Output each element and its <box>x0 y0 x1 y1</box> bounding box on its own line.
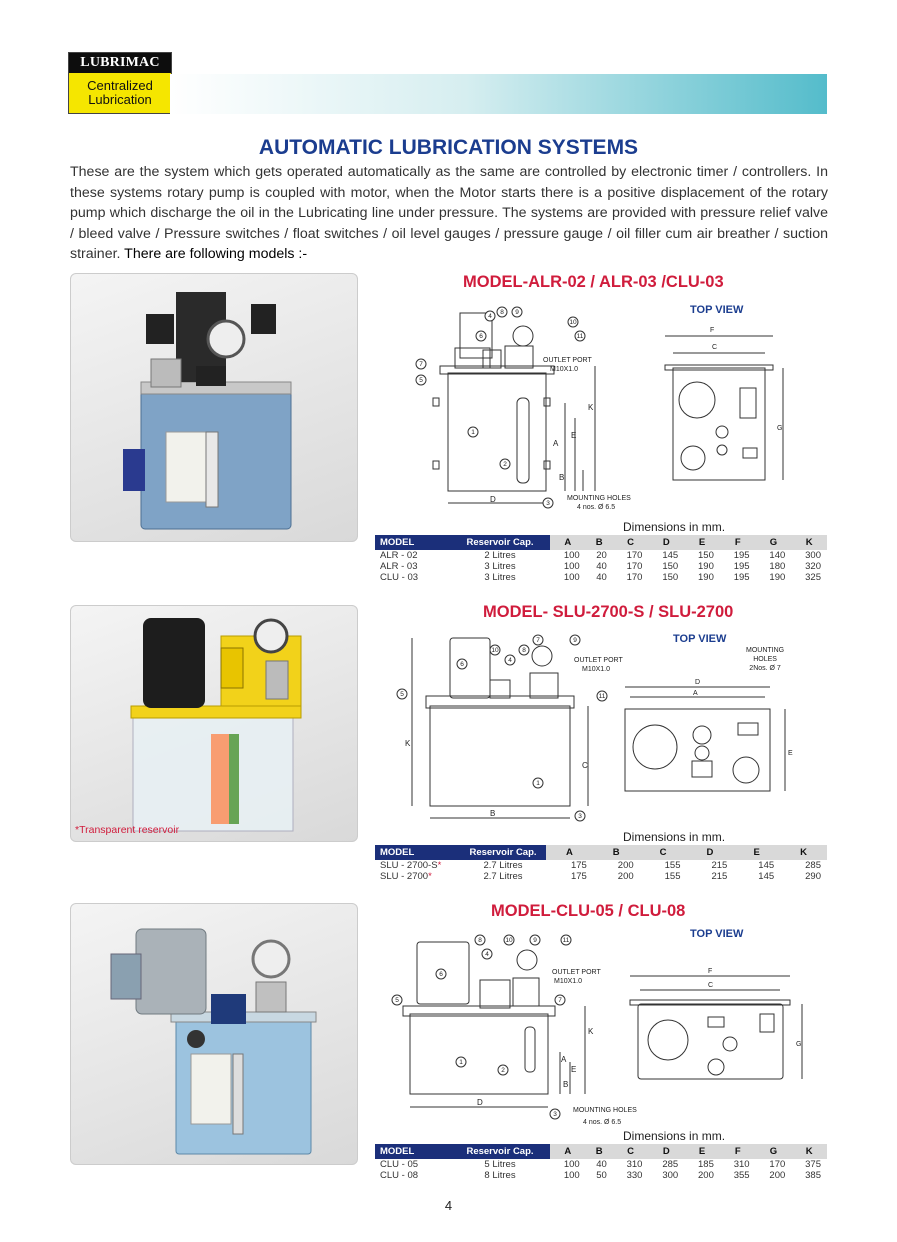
table-header-row <box>375 845 827 860</box>
table-header-row <box>375 535 827 550</box>
cell: 385 <box>805 1170 821 1181</box>
header-b: B <box>586 535 613 550</box>
svg-text:C: C <box>582 761 588 770</box>
cell: 40 <box>596 572 607 583</box>
section2-front-diagram <box>390 628 630 828</box>
cell: 215 <box>711 860 728 871</box>
cell: 355 <box>733 1170 750 1181</box>
cell: 325 <box>805 572 821 583</box>
svg-text:B: B <box>559 473 565 482</box>
holes-label-3: MOUNTING HOLES <box>573 1107 637 1114</box>
pump-unit-illustration <box>71 274 357 541</box>
cell: 8 Litres <box>484 1170 516 1181</box>
cell: 170 <box>769 1159 786 1170</box>
cell: 310 <box>626 1159 643 1170</box>
cell: 200 <box>617 860 634 871</box>
svg-text:E: E <box>571 1065 577 1074</box>
cell: 100 <box>563 550 580 561</box>
svg-text:B: B <box>563 1080 569 1089</box>
cell: 200 <box>698 1170 714 1181</box>
cell: 180 <box>769 561 786 572</box>
cell: 320 <box>805 561 821 572</box>
outlet-label-3: OUTLET PORT <box>552 969 601 976</box>
svg-text:D: D <box>490 495 496 504</box>
section3-spec-table <box>375 1144 827 1181</box>
cell: 140 <box>769 550 786 561</box>
svg-text:10: 10 <box>505 937 513 944</box>
cell: 170 <box>626 550 643 561</box>
svg-text:5: 5 <box>395 997 399 1004</box>
cell: 150 <box>662 561 679 572</box>
cell: 375 <box>805 1159 821 1170</box>
cell <box>375 860 460 871</box>
svg-text:5: 5 <box>400 691 404 698</box>
cell: 145 <box>758 860 775 871</box>
table-row <box>375 1170 827 1181</box>
outlet-size-2: M10X1.0 <box>582 666 611 673</box>
cell: 40 <box>596 1159 607 1170</box>
intro-paragraph <box>70 162 828 265</box>
svg-text:2: 2 <box>503 461 507 468</box>
cell: 200 <box>617 871 634 882</box>
cell: 20 <box>596 550 607 561</box>
svg-text:A: A <box>693 690 698 697</box>
svg-text:9: 9 <box>515 309 519 316</box>
cell: 155 <box>664 860 681 871</box>
header-k: K <box>791 535 827 550</box>
section2-top-diagram <box>610 675 800 805</box>
cell: 200 <box>769 1170 786 1181</box>
model-name: SLU - 2700-S <box>380 860 438 871</box>
svg-text:1: 1 <box>471 429 475 436</box>
cell: 170 <box>626 561 643 572</box>
cell: CLU - 03 <box>380 572 419 583</box>
svg-text:5: 5 <box>419 377 423 384</box>
cell: 145 <box>758 871 775 882</box>
cell: 190 <box>769 572 786 583</box>
svg-text:11: 11 <box>576 333 584 340</box>
cell: 195 <box>733 550 750 561</box>
header-model: MODEL <box>375 845 460 860</box>
model-name: SLU - 2700 <box>380 871 429 882</box>
header-d: D <box>648 1144 684 1159</box>
header-c: C <box>613 1144 649 1159</box>
header-g: G <box>756 1144 792 1159</box>
section2-dim-caption: Dimensions in mm. <box>623 830 726 844</box>
header-f: F <box>720 535 756 550</box>
svg-text:F: F <box>710 327 715 334</box>
holes-size-2: 2Nos. Ø 7 <box>749 665 781 672</box>
svg-text:3: 3 <box>578 813 582 820</box>
header-d: D <box>648 535 684 550</box>
cell: 175 <box>570 871 587 882</box>
cell: 3 Litres <box>484 561 516 572</box>
svg-text:1: 1 <box>459 1059 463 1066</box>
header-a: A <box>546 845 593 860</box>
section2-holes-label <box>746 646 784 673</box>
section1-front-diagram <box>405 298 645 518</box>
cell: 100 <box>563 572 580 583</box>
cell: ALR - 03 <box>380 561 418 572</box>
svg-text:7: 7 <box>558 997 562 1004</box>
svg-text:E: E <box>571 431 577 440</box>
cell: 285 <box>805 860 821 871</box>
section1-spec-table <box>375 535 827 583</box>
section2-title: MODEL- SLU-2700-S / SLU-2700 <box>483 603 734 621</box>
section3-top-view-label: TOP VIEW <box>690 928 744 940</box>
svg-text:6: 6 <box>460 661 464 668</box>
cell: 150 <box>698 550 714 561</box>
header-e: E <box>733 845 780 860</box>
header-a: A <box>550 535 586 550</box>
svg-text:7: 7 <box>419 361 423 368</box>
cell: 2 Litres <box>484 550 516 561</box>
svg-text:3: 3 <box>546 500 550 507</box>
cell: CLU - 08 <box>380 1170 419 1181</box>
header-reservoir: Reservoir Cap. <box>450 535 550 550</box>
header-b: B <box>586 1144 613 1159</box>
svg-text:6: 6 <box>479 333 483 340</box>
svg-text:C: C <box>708 982 714 989</box>
svg-text:A: A <box>553 439 559 448</box>
svg-text:10: 10 <box>491 647 499 654</box>
star-mark: * <box>428 871 432 882</box>
cell: 310 <box>733 1159 750 1170</box>
header-model: MODEL <box>375 535 450 550</box>
cell: 290 <box>805 871 821 882</box>
svg-text:D: D <box>695 679 701 686</box>
cell: 300 <box>805 550 821 561</box>
cell: 285 <box>662 1159 679 1170</box>
svg-text:E: E <box>788 750 793 757</box>
svg-text:G: G <box>777 425 783 432</box>
pump-unit-illustration <box>71 904 357 1164</box>
section1-top-view-label: TOP VIEW <box>690 304 744 316</box>
section1-dim-caption: Dimensions in mm. <box>623 520 726 534</box>
cell: 155 <box>664 871 681 882</box>
section1-title: MODEL-ALR-02 / ALR-03 /CLU-03 <box>463 273 724 291</box>
section3-dim-caption: Dimensions in mm. <box>623 1129 726 1143</box>
svg-text:11: 11 <box>598 693 606 700</box>
cell: 3 Litres <box>484 572 516 583</box>
cell: 50 <box>596 1170 607 1181</box>
cell: 100 <box>563 561 580 572</box>
holes-label-2b: HOLES <box>753 656 777 663</box>
cell: 195 <box>733 572 750 583</box>
header-a: A <box>550 1144 586 1159</box>
cell: 175 <box>570 860 587 871</box>
header-d: D <box>686 845 733 860</box>
svg-text:B: B <box>490 809 496 818</box>
cell: 2.7 Litres <box>483 860 523 871</box>
logo-brand: LUBRIMAC <box>69 53 171 73</box>
header-c: C <box>613 535 649 550</box>
svg-text:F: F <box>708 968 713 975</box>
header-c: C <box>640 845 687 860</box>
svg-text:C: C <box>712 344 718 351</box>
svg-text:7: 7 <box>536 637 540 644</box>
header-b: B <box>593 845 640 860</box>
header-k: K <box>780 845 827 860</box>
section2-spec-table <box>375 845 827 882</box>
cell: 150 <box>662 572 679 583</box>
svg-text:6: 6 <box>439 971 443 978</box>
svg-text:8: 8 <box>500 309 504 316</box>
outlet-label-1: OUTLET PORT <box>543 357 592 364</box>
svg-text:11: 11 <box>562 937 570 944</box>
svg-text:9: 9 <box>573 637 577 644</box>
svg-text:D: D <box>477 1098 483 1107</box>
table-row <box>375 1159 827 1170</box>
table-row <box>375 550 827 561</box>
table-row <box>375 871 827 882</box>
table-header-row <box>375 1144 827 1159</box>
cell: 190 <box>698 561 714 572</box>
outlet-size-1: M10X1.0 <box>550 366 579 373</box>
section1-top-diagram <box>655 320 795 490</box>
outlet-label-2: OUTLET PORT <box>574 657 623 664</box>
svg-text:A: A <box>561 1055 567 1064</box>
header-reservoir: Reservoir Cap. <box>460 845 546 860</box>
section3-title: MODEL-CLU-05 / CLU-08 <box>491 902 686 920</box>
holes-label-1: MOUNTING HOLES <box>567 495 631 502</box>
cell: CLU - 05 <box>380 1159 419 1170</box>
cell: 190 <box>698 572 714 583</box>
cell: 2.7 Litres <box>483 871 523 882</box>
section3-front-diagram <box>385 922 655 1130</box>
svg-text:K: K <box>405 739 411 748</box>
table-row <box>375 572 827 583</box>
transparent-reservoir-note: *Transparent reservoir <box>75 824 180 836</box>
intro-end: There are following models :- <box>120 246 308 262</box>
intro-text: These are the system which gets operated automatically as the same are controlled by electronic timer / controllers. In these systems rotary pump is coupled with motor, when the Motor starts there is a positive displacement of the rotary pump which discharge the oil in the Lubricating line under pressure. The systems are provided with pressure relief valve / bleed valve / Pressure switches / float switches / oil level gauges / pressure gauge / oil filler cum air breather / suction strainer. <box>70 164 828 262</box>
svg-text:4: 4 <box>488 313 492 320</box>
holes-size-1: 4 nos. Ø 6.5 <box>577 504 616 511</box>
svg-text:4: 4 <box>485 951 489 958</box>
svg-text:K: K <box>588 1027 594 1036</box>
svg-text:10: 10 <box>569 319 577 326</box>
svg-text:K: K <box>588 403 594 412</box>
cell: 100 <box>563 1170 580 1181</box>
star-mark: * <box>437 860 442 871</box>
header-k: K <box>791 1144 827 1159</box>
svg-text:9: 9 <box>533 937 537 944</box>
logo-tagline <box>69 73 171 113</box>
svg-text:4: 4 <box>508 657 512 664</box>
brand-logo <box>68 52 172 114</box>
header-f: F <box>720 1144 756 1159</box>
cell: 195 <box>733 561 750 572</box>
logo-line2: Lubrication <box>88 92 152 107</box>
table-row <box>375 860 827 871</box>
cell: 185 <box>698 1159 714 1170</box>
cell: 5 Litres <box>484 1159 516 1170</box>
product-photo-slu <box>70 605 358 842</box>
page-title: AUTOMATIC LUBRICATION SYSTEMS <box>258 136 639 159</box>
svg-text:3: 3 <box>553 1111 557 1118</box>
holes-size-3: 4 nos. Ø 6.5 <box>583 1119 622 1126</box>
cell: 215 <box>711 871 728 882</box>
product-photo-clu <box>70 903 358 1165</box>
outlet-size-3: M10X1.0 <box>554 978 583 985</box>
svg-text:G: G <box>796 1041 802 1048</box>
cell: 300 <box>662 1170 679 1181</box>
section2-top-view-label: TOP VIEW <box>673 633 727 645</box>
header-reservoir: Reservoir Cap. <box>450 1144 550 1159</box>
cell: 170 <box>626 572 643 583</box>
pump-unit-illustration <box>71 606 357 841</box>
svg-text:8: 8 <box>522 647 526 654</box>
cell: 330 <box>626 1170 643 1181</box>
cell: ALR - 02 <box>380 550 418 561</box>
header-e: E <box>684 535 720 550</box>
cell: 40 <box>596 561 607 572</box>
svg-text:2: 2 <box>501 1067 505 1074</box>
header-band <box>170 74 827 114</box>
cell <box>375 871 460 882</box>
svg-text:1: 1 <box>536 780 540 787</box>
svg-text:8: 8 <box>478 937 482 944</box>
cell: 100 <box>563 1159 580 1170</box>
section3-top-diagram <box>620 962 815 1092</box>
cell: 145 <box>662 550 679 561</box>
header-model: MODEL <box>375 1144 450 1159</box>
product-photo-alr <box>70 273 358 542</box>
header-g: G <box>756 535 792 550</box>
header-e: E <box>684 1144 720 1159</box>
holes-label-2: MOUNTING <box>746 647 785 654</box>
logo-line1: Centralized <box>87 78 153 93</box>
page-number: 4 <box>444 1198 453 1213</box>
table-row <box>375 561 827 572</box>
